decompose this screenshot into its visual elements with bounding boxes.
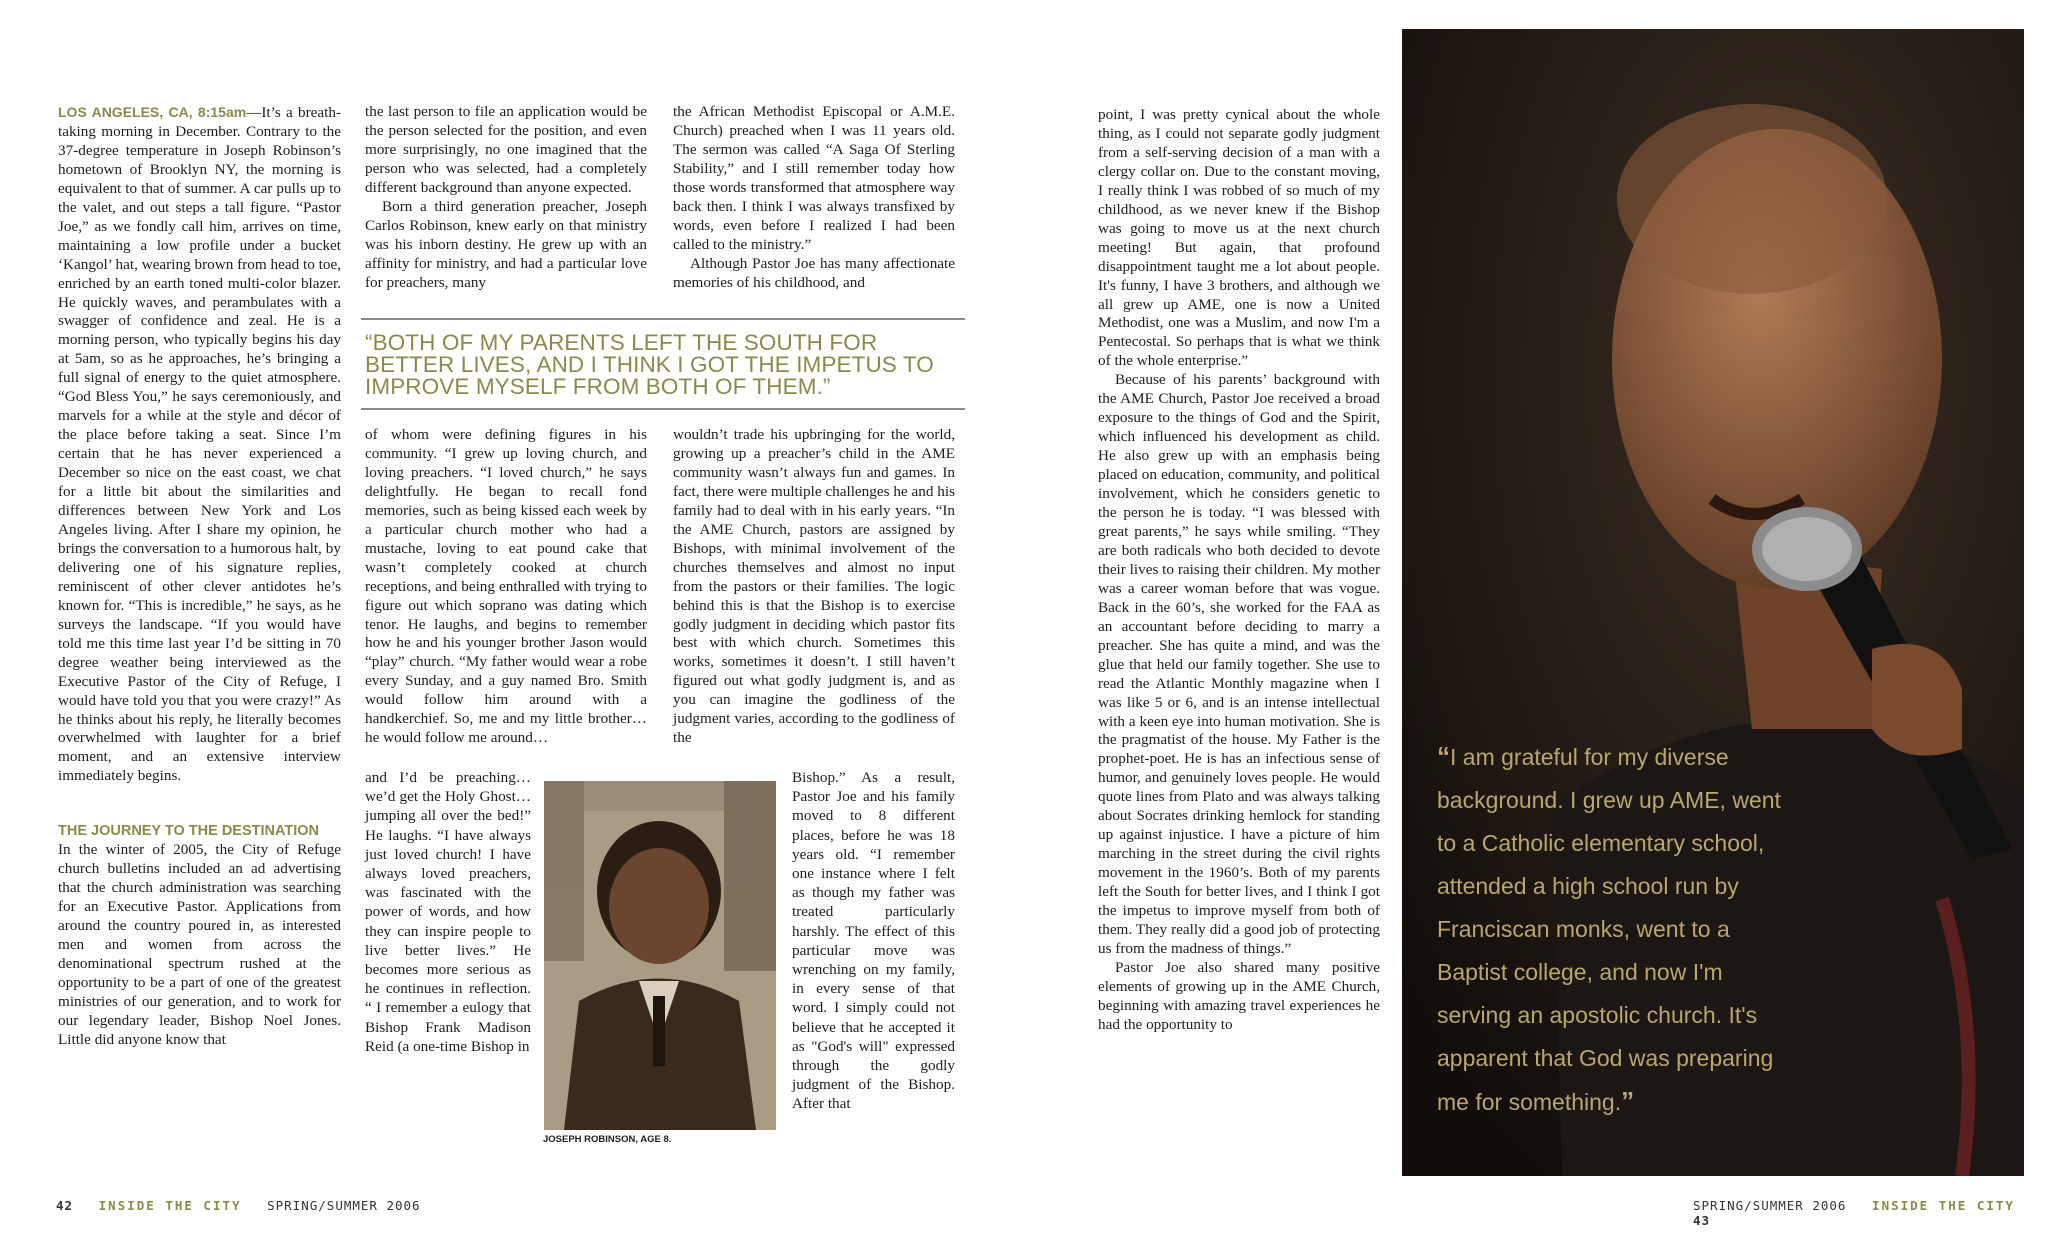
intro-text: —It’s a breath-taking morning in December. Contrary to the 37-degree temperature in Joseph Robinson’s hometown of Brooklyn NY, the morning is equivalent to that of summer. A car pulls up to the valet, and out steps a tall figure. “Pastor Joe,” as we fondly call him, arrives on time, maintaining a low profile under a bucket ‘Kangol’ hat, wearing brown from head to toe, enriched by an earth toned multi-color blazer. He quickly waves, and perambulates with a swagger of confidence and zeal. He is a morning person, who typically begins his day at 5am, so as he approaches, he’s bringing a full signal of energy to the quiet atmosphere. “God Bless You,” he says ceremoniously, and marvels for a while at the style and décor of the place before taking a seat. Since I’m certain that he has never experienced a December so nice on the east coast, we chat for a little bit about the similarities and differences between New York and Los Angeles living. After I share my opinion, he brings the conversation to a humorous halt, by delivering one of his signature replies, reminiscent of other clever antidotes he’s known for. “This is incredible,” he says, as he surveys the landscape. “If you would have told me this time last year I’d be sitting in 70 degree weather being interviewed as the Executive Pastor of the City of Refuge, I would have told you that you were crazy!” As he thinks about his reply, he literally becomes overwhelmed with laughter for a brief moment, and an extensive interview immediately begins. (58, 104, 342, 785)
dateline: LOS ANGELES, CA, 8:15am (58, 104, 247, 120)
paragraph: Because of his parents’ background with the AME Church, Pastor Joe received a broad exposure to the things of God and the Spirit, which influenced his development as child. He also grew up with an emphasis being placed on education, community, and political involvement, which he considers genetic to the person he is today. “I was blessed with great parents,” he says while smiling. “They are both radicals who both decided to devote their lives to raising their children. My mother was a career woman before that was vogue. Back in the 60’s, she worked for the FAA as an accountant before deciding to marry a preacher. She has quite a mind, and was the glue that held our family together. She use to read the Atlantic Monthly magazine when I was like 5 or 6, and is an intense intellectual with a keen eye into human motivation. She is the pragmatist of the house. My Father is the prophet-poet. He is has an infectious sense of humor, and genuinely loves people. He would quote lines from Plato and was always talking about Socrates drinking hemlock for standing up against injustice. I have a picture of him marching in the street during the civil rights movement in the 1960’s. Both of my parents left the South for better lives, and I think I got the impetus to improve myself from both of them. They really did a good job of protecting us from the madness of things.” (1098, 371, 1380, 957)
column-2-top (365, 103, 647, 293)
paragraph: and I’d be preaching… we’d get the Holy Ghost… jumping all over the bed!” He laughs. “I have always just loved church! I have always loved preachers, was fascinated with the power of words, and how they can inspire people to live better lives.” He becomes more serious as he continues in reflection. “ I remember a eulogy that Bishop Frank Madison Reid (a one-time Bishop in (365, 769, 531, 1055)
footer-left (56, 1198, 421, 1213)
column-3-top (673, 103, 955, 293)
intro-paragraph (58, 103, 341, 786)
column-3-bottom (673, 426, 955, 748)
paragraph: Although Pastor Joe has many affectionate memories of his childhood, and (673, 254, 955, 291)
paragraph: Bishop.” As a result, Pastor Joe and his family moved to 8 different places, before he was 18 years old. “I remember one instance where I felt as though my father was treated particularly harshly. The effect of this particular move was wrenching on my family, in every sense of that word. I simply could not believe that he accepted it as "God's will" expressed through the godly judgment of the Bishop. After that (792, 769, 955, 1113)
open-quote-mark: “ (1437, 741, 1450, 771)
childhood-photo (544, 781, 776, 1130)
column-2-bottom (365, 426, 647, 748)
column-3-wrap (792, 768, 955, 1114)
side-quote-text: I am grateful for my diverse background. I grew up AME, went to a Catholic elementary school, attended a high school run by Franciscan monks, went to a Baptist college, and now I'm serving an apostolic church. It's apparent that God was preparing me for something. (1437, 744, 1781, 1115)
column-1 (58, 103, 341, 1050)
section-heading: THE JOURNEY TO THE DESTINATION (58, 823, 320, 840)
magazine-name-left: INSIDE THE CITY (98, 1198, 242, 1213)
pull-quote: “BOTH OF MY PARENTS LEFT THE SOUTH FOR BETTER LIVES, AND I THINK I GOT THE IMPETUS TO IMPROVE MYSELF FROM BOTH OF THEM.” (361, 318, 965, 410)
magazine-name-right: INSIDE THE CITY (1872, 1198, 2015, 1213)
section-paragraph: In the winter of 2005, the City of Refuge church bulletins included an ad advertising that the church administration was searching for an Executive Pastor. Applications from around the country poured in, as interested men and women from across the denominational spectrum rushed at the opportunity to be a part of one of the greatest ministries of our generation, and to work for our legendary leader, Bishop Noel Jones. Little did anyone know that (58, 841, 341, 1048)
paragraph: of whom were defining figures in his community. “I grew up loving church, and loving preachers. “I loved church,” he says delightfully. He began to recall fond memories, such as being kissed each week by a particular church mother who had a mustache, loving to eat pound cake that wasn’t completely cooked at church receptions, and being enthralled with trying to figure out which soprano was dating which tenor. He laughs, and begins to remember how he and his younger brother Jason would “play” church. “My father would wear a robe every Sunday, and a guy named Bro. Smith would follow him around with a handkerchief. So, me and my little brother… he would follow me around… (365, 426, 647, 747)
issue-left: SPRING/SUMMER 2006 (267, 1198, 421, 1213)
footer-right (1693, 1198, 2048, 1228)
side-quote (1437, 735, 1787, 1124)
childhood-photo-illustration (544, 781, 776, 1130)
page-number-left: 42 (56, 1198, 74, 1213)
photo-caption: JOSEPH ROBINSON, AGE 8. (543, 1134, 672, 1145)
page-number-right: 43 (1693, 1213, 1711, 1228)
paragraph: Pastor Joe also shared many positive elements of growing up in the AME Church, beginning with amazing travel experiences he had the opportunity to (1098, 958, 1380, 1033)
paragraph: point, I was pretty cynical about the whole thing, as I could not separate godly judgment from a self-serving decision of a man with a clergy collar on. Due to the constant moving, I really think I was robbed of so much of my childhood, as we never knew if the Bishop was going to move us at the next church meeting! But again, that profound disappointment taught me a lot about people. It's funny, I have 3 brothers, and although we all grew up AME, one is now a United Methodist, one was a Muslim, and now I'm a Pentecostal. So perhaps that is what we think of the whole enterprise.” (1098, 106, 1380, 370)
close-quote-mark: ” (1621, 1086, 1635, 1116)
paragraph: wouldn’t trade his upbringing for the world, growing up a preacher’s child in the AME community wasn’t always fun and games. In fact, there were multiple challenges he and his family had to deal with in his early years. “In the AME Church, pastors are assigned by Bishops, with minimal involvement of the churches themselves and almost no input from the pastors or their families. The logic behind this is that the Bishop is to exercise godly judgment in deciding which pastor fits best with which church. Sometimes this works, sometimes it doesn’t. I still haven’t figured out what godly judgment is, and as you can imagine the godliness of the judgment varies, according to the godliness of the (673, 426, 955, 747)
paragraph: Born a third generation preacher, Joseph Carlos Robinson, knew early on that ministry was his inborn destiny. He grew up with an affinity for ministry, and had a particular love for preachers, many (365, 197, 647, 291)
column-2-wrap (365, 768, 531, 1056)
paragraph: the last person to file an application would be the person selected for the position, and even more surprisingly, no one imagined that the person who was selected, had a completely different background than anyone expected. (365, 103, 647, 196)
column-4 (1098, 106, 1380, 1035)
issue-right: SPRING/SUMMER 2006 (1693, 1198, 1847, 1213)
paragraph: the African Methodist Episcopal or A.M.E. Church) preached when I was 11 years old. The sermon was called “A Saga Of Sterling Stability,” and I still remember today how those words transformed that atmosphere way back then. I think I was always transfixed by words, even before I realized I had been called to the ministry.” (673, 103, 955, 253)
